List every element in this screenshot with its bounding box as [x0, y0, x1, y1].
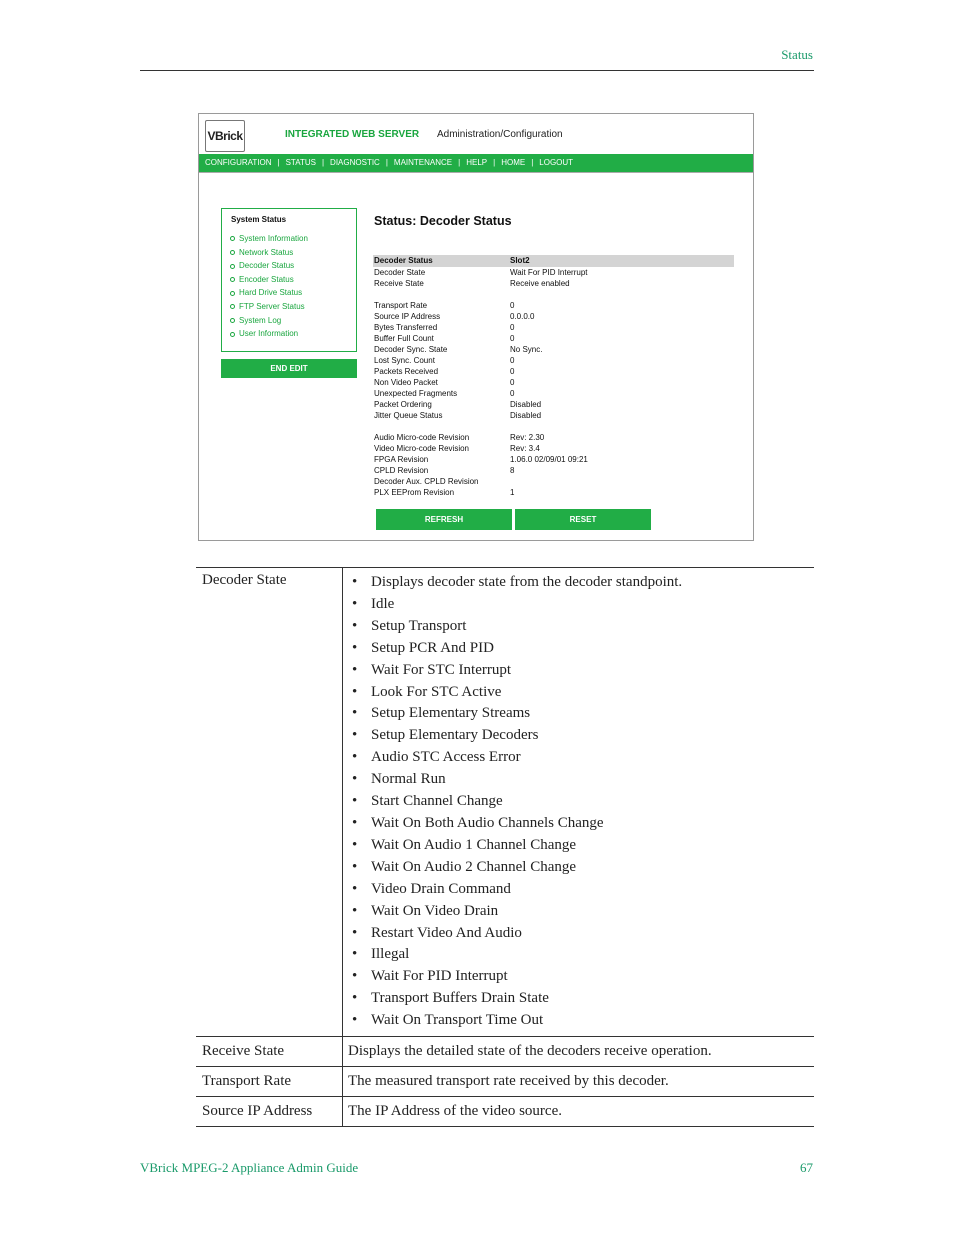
sidebar-item-encoder-status[interactable]: Encoder Status [230, 273, 308, 287]
list-item: • Normal Run [348, 769, 814, 791]
list-item: • Wait For PID Interrupt [348, 966, 814, 988]
list-item: • Transport Buffers Drain State [348, 988, 814, 1010]
list-item: • Wait On Both Audio Channels Change [348, 813, 814, 835]
running-header-section: Status [781, 47, 813, 62]
header-key: Decoder Status [374, 256, 433, 265]
term-cell: Source IP Address [196, 1097, 343, 1127]
header-rule [140, 70, 814, 71]
nav-configuration[interactable]: CONFIGURATION [205, 158, 272, 167]
sidebar-item-decoder-status[interactable]: Decoder Status [230, 259, 308, 273]
decoder-status-screenshot: VBrick INTEGRATED WEB SERVER Administration/Configuration CONFIGURATION | STATUS | DIAGNOSTIC | MAINTENANCE | HELP | HOME | LOGOUT System Status System Information Network Status Decoder Status Encoder Status Hard Drive Status FTP Server Status System Log User Information END EDIT Status: Decoder Status Decoder Status Slot2 Decoder State Wait For PID Interrupt Receive State Receive enabled Transport Rate 0 Source IP Address 0.0.0.0 Bytes Transferred 0 Buffer Full Count 0 Decoder Sync. State No Sync. Lost Sync. Count 0 Packets Received 0 Non Video Packet 0 Unexpected Fragments 0 Packet Ordering Disabled Jitter Queue Status Disabled Audio Micro-code Revision Rev: 2.30 Video Micro-code Revision Rev: 3.4 FPGA Revision 1.06.0 02/09/01 09:21 CPLD Revision 8 Decoder Aux. CPLD Revision PLX EEProm Revision 1 REFRESH RESET [198, 113, 754, 541]
list-item: • Setup PCR And PID [348, 638, 814, 660]
reset-button[interactable]: RESET [515, 509, 651, 530]
list-item: • Illegal [348, 944, 814, 966]
table-row [196, 1097, 814, 1127]
table-row [196, 568, 814, 1037]
list-item: • Start Channel Change [348, 791, 814, 813]
footer-page-number: 67 [800, 1160, 813, 1175]
bullet-icon [230, 304, 235, 309]
sidebar-item-system-information[interactable]: System Information [230, 232, 308, 246]
nav-diagnostic[interactable]: DIAGNOSTIC [330, 158, 380, 167]
list-item: • Setup Elementary Streams [348, 703, 814, 725]
definition-cell: The IP Address of the video source. [343, 1097, 815, 1127]
list-item: • Wait On Transport Time Out [348, 1010, 814, 1032]
sidebar-item-system-log[interactable]: System Log [230, 314, 308, 328]
list-item: • Video Drain Command [348, 879, 814, 901]
refresh-button[interactable]: REFRESH [376, 509, 512, 530]
term-cell: Receive State [196, 1037, 343, 1067]
brand-subtitle: Administration/Configuration [437, 129, 563, 140]
footer-guide-title: VBrick MPEG-2 Appliance Admin Guide [140, 1160, 359, 1175]
nav-maintenance[interactable]: MAINTENANCE [393, 158, 453, 167]
nav-status[interactable]: STATUS [285, 158, 316, 167]
list-item: • Wait On Audio 2 Channel Change [348, 857, 814, 879]
list-item: • Wait For STC Interrupt [348, 660, 814, 682]
list-item: • Setup Transport [348, 616, 814, 638]
definition-cell: Displays the detailed state of the decoders receive operation. [343, 1037, 815, 1067]
bullet-icon [230, 277, 235, 282]
field-description-table [196, 567, 814, 1127]
term-cell: Transport Rate [196, 1067, 343, 1097]
top-nav: CONFIGURATION | STATUS | DIAGNOSTIC | MAINTENANCE | HELP | HOME | LOGOUT [199, 154, 753, 172]
nav-underline [199, 172, 753, 173]
nav-logout[interactable]: LOGOUT [539, 158, 574, 167]
bullet-icon [230, 250, 235, 255]
sidebar-item-user-information[interactable]: User Information [230, 327, 308, 341]
sidebar-item-hard-drive-status[interactable]: Hard Drive Status [230, 286, 308, 300]
term-cell: Decoder State [196, 568, 343, 1037]
vbrick-logo: VBrick [205, 120, 245, 152]
sidebar-item-network-status[interactable]: Network Status [230, 246, 308, 260]
list-item: • Audio STC Access Error [348, 747, 814, 769]
brand-title: INTEGRATED WEB SERVER [285, 129, 420, 140]
list-item: • Displays decoder state from the decoder standpoint. [348, 572, 814, 594]
end-edit-button[interactable]: END EDIT [221, 359, 357, 378]
bullet-icon [230, 264, 235, 269]
table-row [196, 1067, 814, 1097]
table-row [196, 1037, 814, 1067]
nav-help[interactable]: HELP [466, 158, 488, 167]
list-item: • Look For STC Active [348, 682, 814, 704]
system-status-sidebar [221, 208, 357, 352]
decoder-state-list [348, 572, 814, 1032]
bullet-icon [230, 318, 235, 323]
list-item: • Idle [348, 594, 814, 616]
sidebar-title: System Status [231, 215, 287, 224]
definition-cell: The measured transport rate received by this decoder. [343, 1067, 815, 1097]
sidebar-item-ftp-server-status[interactable]: FTP Server Status [230, 300, 308, 314]
page-title: Status: Decoder Status [374, 214, 512, 228]
bullet-icon [230, 291, 235, 296]
bullet-icon [230, 332, 235, 337]
header-value: Slot2 [510, 256, 530, 265]
nav-home[interactable]: HOME [501, 158, 526, 167]
list-item: • Setup Elementary Decoders [348, 725, 814, 747]
list-item: • Restart Video And Audio [348, 923, 814, 945]
definition-cell [343, 568, 815, 1037]
list-item: • Wait On Audio 1 Channel Change [348, 835, 814, 857]
bullet-icon [230, 236, 235, 241]
list-item: • Wait On Video Drain [348, 901, 814, 923]
